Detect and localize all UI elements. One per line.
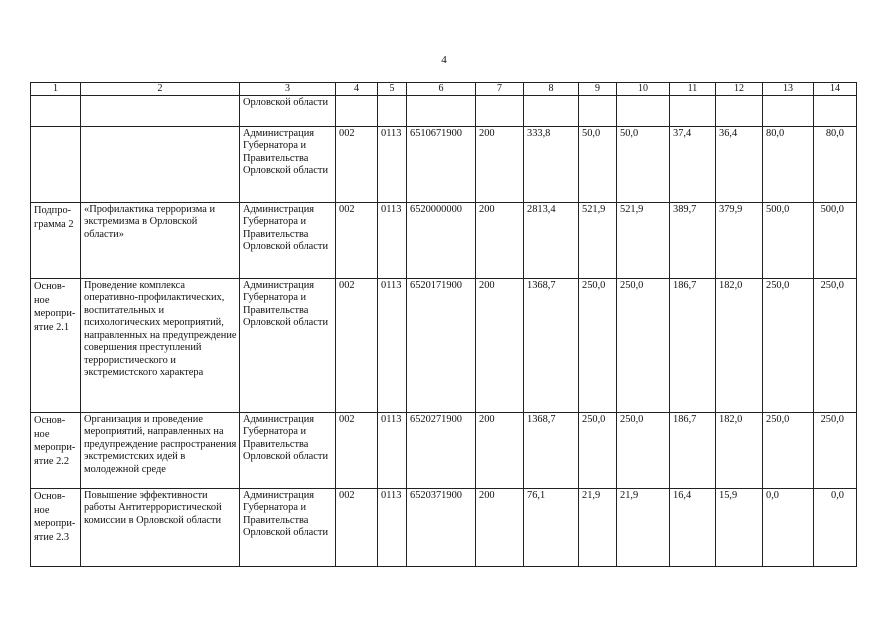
table-cell: 1368,7: [524, 413, 579, 489]
table-cell: 0113: [378, 127, 407, 203]
table-cell: 250,0: [579, 413, 617, 489]
table-cell: 21,9: [579, 489, 617, 567]
table-cell: 186,7: [670, 413, 716, 489]
table-cell: Орловской области: [240, 96, 336, 127]
table-cell: «Профилактика терроризма и экстремизма в Орловской области»: [81, 203, 240, 279]
table-cell: Администрация Губернатора и Правительства Орловской области: [240, 279, 336, 413]
table-cell: Основ-ное меропри-ятие 2.1: [31, 279, 81, 413]
table-cell: [579, 96, 617, 127]
table-cell: 6520000000: [407, 203, 476, 279]
table-cell: Повышение эффективности работы Антитеррористической комиссии в Орловской области: [81, 489, 240, 567]
column-header: 14: [814, 83, 857, 96]
table-cell: Администрация Губернатора и Правительства Орловской области: [240, 203, 336, 279]
table-cell: 6520171900: [407, 279, 476, 413]
table-row: [31, 203, 857, 279]
table-cell: [81, 96, 240, 127]
table-cell: Подпро-грамма 2: [31, 203, 81, 279]
table-cell: 002: [336, 127, 378, 203]
column-header: 7: [476, 83, 524, 96]
table-cell: [31, 96, 81, 127]
table-cell: Организация и проведение мероприятий, направленных на предупреждение распространения экстремистских идей в молодежной среде: [81, 413, 240, 489]
table-row: [31, 489, 857, 567]
table-cell: 250,0: [814, 279, 857, 413]
table-row: [31, 96, 857, 127]
table-cell: 182,0: [716, 413, 763, 489]
table-cell: 0113: [378, 413, 407, 489]
table-cell: Администрация Губернатора и Правительства Орловской области: [240, 489, 336, 567]
table-cell: 21,9: [617, 489, 670, 567]
table-cell: [763, 96, 814, 127]
column-header: 3: [240, 83, 336, 96]
page-number: 4: [441, 54, 447, 66]
table-cell: 182,0: [716, 279, 763, 413]
table-cell: 200: [476, 489, 524, 567]
table-cell: 200: [476, 279, 524, 413]
table-cell: [476, 96, 524, 127]
column-header: 12: [716, 83, 763, 96]
table-cell: 500,0: [814, 203, 857, 279]
table-cell: 002: [336, 413, 378, 489]
table-cell: Основ-ное меропри-ятие 2.2: [31, 413, 81, 489]
table-cell: [524, 96, 579, 127]
table-cell: [814, 96, 857, 127]
table-cell: 6520271900: [407, 413, 476, 489]
table-cell: [81, 127, 240, 203]
table-cell: Основ-ное меропри-ятие 2.3: [31, 489, 81, 567]
table-cell: 389,7: [670, 203, 716, 279]
column-header: 9: [579, 83, 617, 96]
table-cell: 0113: [378, 203, 407, 279]
column-header: 11: [670, 83, 716, 96]
table-cell: 521,9: [579, 203, 617, 279]
table-cell: 200: [476, 413, 524, 489]
table-cell: 250,0: [763, 413, 814, 489]
column-header: 1: [31, 83, 81, 96]
table-cell: 0113: [378, 489, 407, 567]
budget-table: [30, 82, 857, 567]
column-header: 2: [81, 83, 240, 96]
table-cell: 0,0: [814, 489, 857, 567]
table-cell: [336, 96, 378, 127]
table-cell: 500,0: [763, 203, 814, 279]
table-cell: 521,9: [617, 203, 670, 279]
table-cell: 50,0: [579, 127, 617, 203]
table-cell: [407, 96, 476, 127]
column-header: 6: [407, 83, 476, 96]
column-header: 5: [378, 83, 407, 96]
table-cell: 379,9: [716, 203, 763, 279]
table-cell: 76,1: [524, 489, 579, 567]
column-header: 8: [524, 83, 579, 96]
table-cell: 6510671900: [407, 127, 476, 203]
table-row: [31, 279, 857, 413]
table-cell: 36,4: [716, 127, 763, 203]
table-cell: 333,8: [524, 127, 579, 203]
column-header: 4: [336, 83, 378, 96]
table-cell: 250,0: [617, 413, 670, 489]
header-row: [31, 83, 857, 96]
table-cell: [378, 96, 407, 127]
table-cell: Проведение комплекса оперативно-профилактических, воспитательных и психологических мероприятий, направленных на предупреждение совершения преступлений террористического и экстремистского характера: [81, 279, 240, 413]
table-cell: 1368,7: [524, 279, 579, 413]
table-cell: 6520371900: [407, 489, 476, 567]
table-cell: 200: [476, 203, 524, 279]
column-header: 10: [617, 83, 670, 96]
table-cell: 002: [336, 203, 378, 279]
table-cell: [670, 96, 716, 127]
table-cell: 50,0: [617, 127, 670, 203]
table-cell: 002: [336, 279, 378, 413]
table-cell: 15,9: [716, 489, 763, 567]
table-cell: [31, 127, 81, 203]
table-cell: 250,0: [617, 279, 670, 413]
column-header: 13: [763, 83, 814, 96]
table-cell: 250,0: [579, 279, 617, 413]
table-cell: [617, 96, 670, 127]
table-cell: 80,0: [763, 127, 814, 203]
table-cell: 2813,4: [524, 203, 579, 279]
table-cell: 37,4: [670, 127, 716, 203]
table-cell: 250,0: [763, 279, 814, 413]
table-cell: 16,4: [670, 489, 716, 567]
table-cell: 200: [476, 127, 524, 203]
table-cell: Администрация Губернатора и Правительства Орловской области: [240, 413, 336, 489]
table-cell: 250,0: [814, 413, 857, 489]
table-cell: 186,7: [670, 279, 716, 413]
table-row: [31, 127, 857, 203]
table-row: [31, 413, 857, 489]
table-cell: 0113: [378, 279, 407, 413]
table-cell: 0,0: [763, 489, 814, 567]
table-cell: 002: [336, 489, 378, 567]
table-cell: Администрация Губернатора и Правительства Орловской области: [240, 127, 336, 203]
table-cell: [716, 96, 763, 127]
table-cell: 80,0: [814, 127, 857, 203]
